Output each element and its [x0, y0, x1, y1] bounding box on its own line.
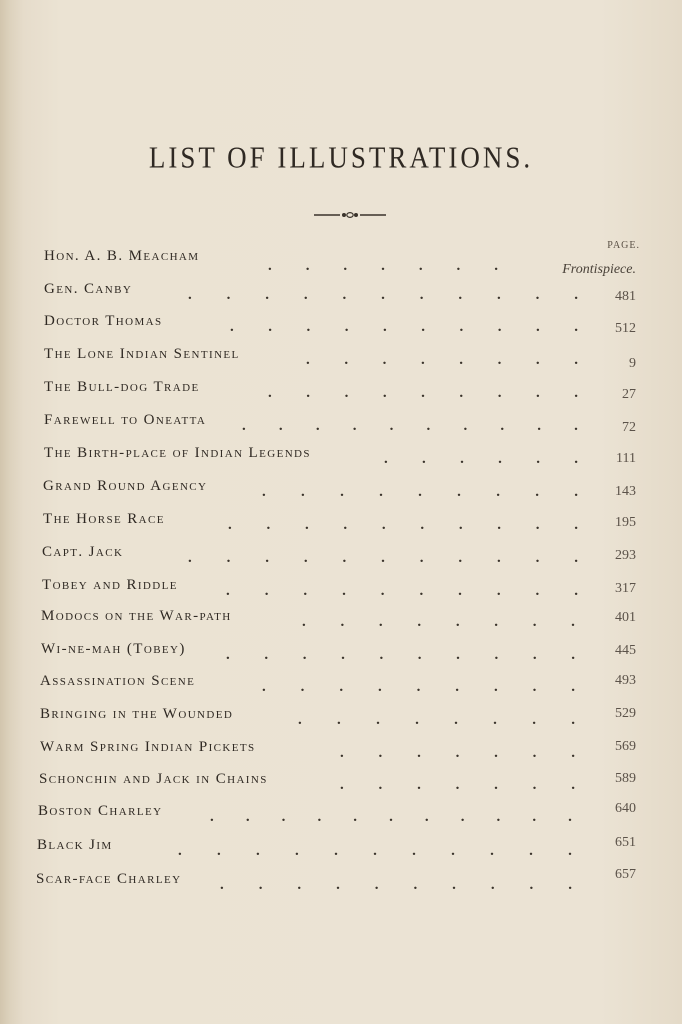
- dot-leader: . . . . . . . . .: [268, 385, 578, 401]
- dot-leader: . . . . . . . .: [298, 712, 575, 728]
- list-item: [0, 412, 682, 442]
- page-number: 143: [615, 484, 636, 499]
- page-number: 27: [622, 387, 636, 402]
- list-item: [0, 248, 682, 278]
- illustration-title: Schonchin and Jack in Chains: [39, 771, 268, 787]
- list-item: [0, 867, 682, 901]
- page-number: 529: [615, 706, 636, 721]
- dot-leader: . . . . . . .: [268, 258, 498, 274]
- page-number: 445: [615, 643, 636, 658]
- list-item: [0, 641, 682, 671]
- dot-leader: . . . . . . . .: [306, 352, 578, 368]
- list-item: [0, 281, 682, 311]
- illustration-title: Modocs on the War-path: [41, 608, 232, 624]
- list-item: [0, 608, 682, 638]
- page-number: 401: [615, 610, 636, 625]
- list-item: [0, 346, 682, 376]
- page-number: 111: [616, 451, 636, 466]
- page-column-label: PAGE.: [607, 240, 640, 251]
- dot-leader: . . . . . . . . .: [262, 679, 575, 695]
- dot-leader: . . . . . . . . . .: [226, 583, 578, 599]
- page-number: 72: [622, 420, 636, 435]
- list-item: [0, 577, 682, 607]
- dot-leader: . . . . . . .: [340, 777, 575, 793]
- illustration-title: The Horse Race: [43, 511, 165, 527]
- dot-leader: . . . . . . . . . . .: [178, 843, 572, 859]
- page-number: 657: [615, 867, 636, 882]
- illustration-title: Scar-face Charley: [36, 871, 182, 887]
- page-number: 317: [615, 581, 636, 596]
- page-number: 9: [629, 356, 636, 371]
- illustration-title: Gen. Canby: [44, 281, 133, 297]
- page-number: 493: [615, 673, 636, 688]
- illustration-title: Wi-ne-mah (Tobey): [41, 641, 186, 657]
- illustration-title: Grand Round Agency: [43, 478, 208, 494]
- illustration-title: Assassination Scene: [40, 673, 196, 689]
- dot-leader: . . . . . . . . . .: [228, 517, 578, 533]
- page-number: 481: [615, 289, 636, 304]
- illustration-title: Warm Spring Indian Pickets: [40, 739, 256, 755]
- illustration-title: Boston Charley: [38, 803, 163, 819]
- list-item: [0, 445, 682, 475]
- dot-leader: . . . . . . . . . .: [230, 319, 578, 335]
- dot-leader: . . . . . . .: [340, 745, 575, 761]
- illustration-title: Doctor Thomas: [44, 313, 163, 329]
- illustration-title: The Birth-place of Indian Legends: [44, 445, 311, 461]
- list-item: [0, 706, 682, 736]
- page-number: 640: [615, 801, 636, 816]
- dot-leader: . . . . . . . . . . .: [188, 287, 578, 303]
- illustration-title: Bringing in the Wounded: [40, 706, 234, 722]
- list-item: [0, 739, 682, 769]
- dot-leader: . . . . . . . . . . .: [188, 550, 578, 566]
- list-item: [0, 771, 682, 801]
- illustration-title: Hon. A. B. Meacham: [44, 248, 200, 264]
- list-item: [0, 511, 682, 541]
- list-item: [0, 544, 682, 574]
- list-item: [0, 478, 682, 508]
- page-number: 569: [615, 739, 636, 754]
- illustration-title: Black Jim: [37, 837, 113, 853]
- page-number: 589: [615, 771, 636, 786]
- dot-leader: . . . . . . . . . .: [220, 877, 572, 893]
- page-number: Frontispiece.: [562, 262, 636, 277]
- title-ornament: [314, 208, 386, 222]
- dot-leader: . . . . . . . . . . .: [210, 809, 572, 825]
- list-item: [0, 837, 682, 867]
- dot-leader: . . . . . . . . . .: [242, 418, 578, 434]
- illustration-title: Capt. Jack: [42, 544, 124, 560]
- page-number: 651: [615, 835, 636, 850]
- page-number: 293: [615, 548, 636, 563]
- illustration-title: The Lone Indian Sentinel: [44, 346, 240, 362]
- list-item: [0, 803, 682, 833]
- illustration-title: The Bull-dog Trade: [44, 379, 200, 395]
- illustration-title: Farewell to Oneatta: [44, 412, 207, 428]
- list-item: [0, 313, 682, 343]
- page-number: 512: [615, 321, 636, 336]
- list-item: [0, 673, 682, 703]
- dot-leader: . . . . . .: [384, 451, 578, 467]
- dot-leader: . . . . . . . .: [302, 614, 575, 630]
- dot-leader: . . . . . . . . .: [262, 484, 578, 500]
- page-number: 195: [615, 515, 636, 530]
- dot-leader: . . . . . . . . . .: [226, 647, 575, 663]
- illustration-title: Tobey and Riddle: [42, 577, 178, 593]
- list-item: [0, 379, 682, 409]
- page-title: LIST OF ILLUSTRATIONS.: [148, 139, 534, 175]
